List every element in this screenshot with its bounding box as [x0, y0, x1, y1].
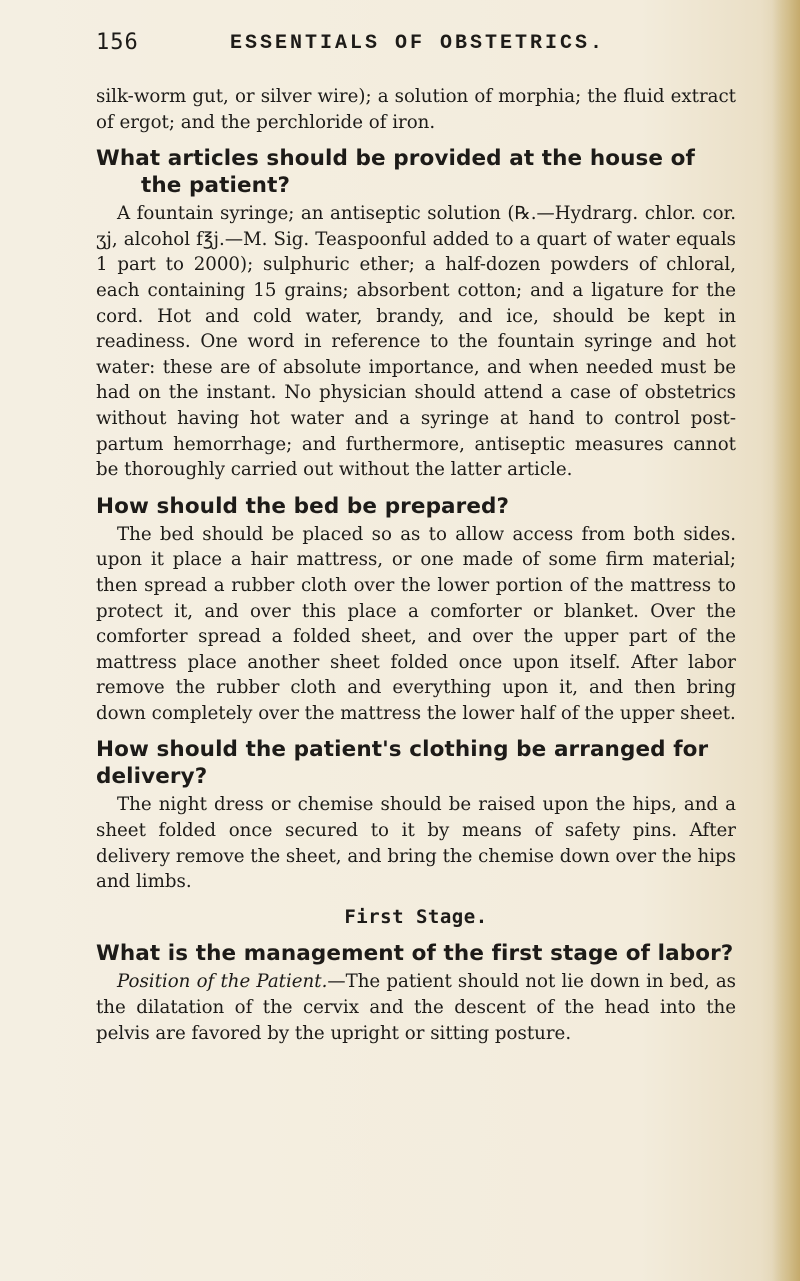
page-edge-shadow [772, 0, 800, 1281]
page-content [96, 84, 736, 1046]
answer-label: Position of the Patient. [117, 971, 328, 993]
question-clothing: How should the patient's clothing be arranged for delivery? [96, 737, 709, 790]
answer-text: —The patient should not lie down in bed, as the dilatation of the cervix and the descent of the head into the pelvis are favored by the upright or sitting posture. [96, 971, 736, 1044]
answer-bed: The bed should be placed so as to allow access from both sides. upon it place a hair mattress, or one made of some firm material; then spread a rubber cloth over the lower portion of the mattress to protect it, and over this place a comforter or blanket. Over the comforter spread a folded sheet, and over the upper part of the mattress place another sheet folded once upon itself. After labor remove the rubber cloth and everything upon it, and then bring down completely over the mattress the lower half of the upper sheet. [96, 523, 736, 724]
question-articles: What articles should be provided at the house of the patient? [96, 146, 695, 199]
question-bed: How should the bed be prepared? [96, 493, 510, 519]
answer-first-stage [96, 969, 736, 1046]
section-title: First Stage. [344, 905, 488, 928]
paragraph-continued: silk-worm gut, or silver wire); a solution of morphia; the fluid extract of ergot; and the perchloride of iron. [96, 86, 736, 133]
question-first-stage: What is the management of the first stage of labor? [96, 941, 734, 967]
answer-articles: A fountain syringe; an antiseptic solution (℞.—Hydrarg. chlor. cor. ʒj, alcohol f℥j.—M. Sig. Teaspoonful added to a quart of water equals 1 part to 2000); sulphuric ether; a half-dozen powders of chloral, each containing 15 grains; absorbent cotton; and a ligature for the cord. Hot and cold water, brandy, and ice, should be kept in readiness. One word in reference to the fountain syringe and hot water: these are of absolute importance, and when needed must be had on the instant. No physician should attend a case of obstetrics without having hot water and a syringe at hand to control post-partum hemorrhage; and furthermore, antiseptic measures cannot be thoroughly carried out without the latter article. [96, 203, 736, 481]
answer-clothing: The night dress or chemise should be raised upon the hips, and a sheet folded once secured to it by means of safety pins. After delivery remove the sheet, and bring the chemise down over the hips and limbs. [96, 794, 736, 893]
page-number: 156 [96, 30, 139, 55]
running-head: ESSENTIALS OF OBSTETRICS. [230, 32, 606, 55]
page-header [96, 30, 716, 64]
